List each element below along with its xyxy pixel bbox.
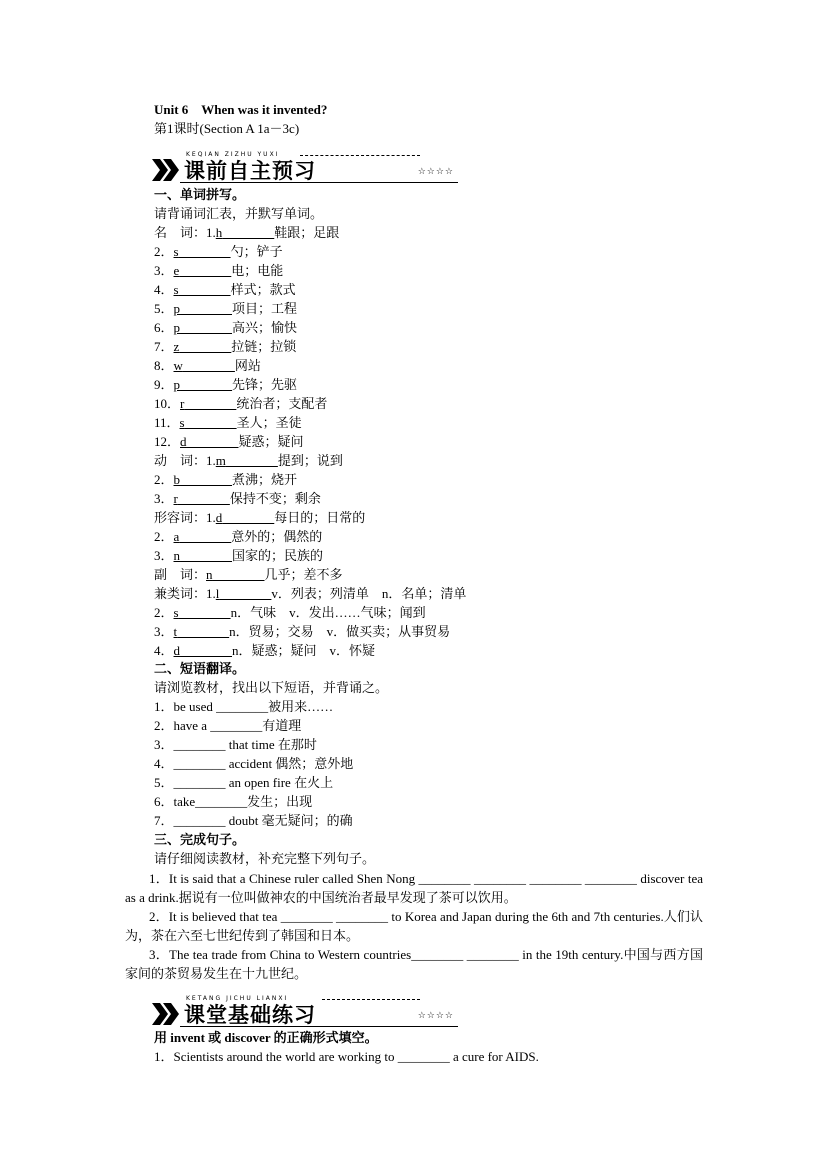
vocab-blank-space [179,282,231,297]
vocab-meaning: 几乎；差不多 [264,567,343,582]
vocab-initial-letter: d [180,434,187,449]
vocab-blank[interactable] [174,643,233,658]
vocab-item [154,548,323,564]
vocab-meaning: 项目；工程 [232,301,298,316]
vocab-number: 4． [154,282,174,297]
part2-heading: 二、短语翻译。 [154,661,246,676]
vocab-blank-space [180,377,232,392]
vocab-initial-letter: l [215,586,220,601]
phrase-item: 4．________ accident 偶然；意外地 [154,756,354,771]
section-banner-practice [152,995,458,1029]
difficulty-stars: ☆☆☆☆ [417,1011,454,1021]
vocab-blank[interactable] [174,339,232,354]
vocab-blank[interactable] [180,396,236,411]
vocab-number: 4． [154,643,174,658]
vocab-blank[interactable] [174,320,233,335]
sentence-item: 3．The tea trade from China to Western countries________ ________ in the 19th century.中国与西方国家间的茶贸易发生在十九世纪。 [125,947,703,981]
vocab-item [154,358,261,374]
vocab-blank-space [179,529,231,544]
vocab-number: 12． [154,434,181,449]
vocab-blank-space [180,472,232,487]
vocab-number: 8． [154,358,174,373]
vocab-meaning: 网站 [234,358,261,373]
vocab-item [154,624,450,640]
vocab-meaning: 先锋；先驱 [232,377,298,392]
vocab-item [154,605,426,621]
vocab-blank-space [180,320,232,335]
vocab-blank[interactable] [180,415,237,430]
banner-rule [180,182,458,183]
vocab-blank[interactable] [174,263,232,278]
vocab-meaning: 电；电能 [231,263,284,278]
vocab-blank-space [179,263,231,278]
vocab-item [154,586,466,602]
part4-heading: 用 invent 或 discover 的正确形式填空。 [154,1030,378,1045]
vocab-blank-space [184,396,236,411]
vocab-blank[interactable] [174,491,230,506]
vocab-blank[interactable] [174,624,230,639]
vocab-number: 副 词： [154,567,207,582]
vocab-blank-space [219,586,271,601]
vocab-blank-space [178,491,230,506]
vocab-initial-letter: r [180,396,185,411]
vocab-blank[interactable] [180,434,239,449]
banner-dash-line [300,155,420,156]
vocab-item [154,377,297,393]
vocab-number: 3． [154,263,174,278]
vocab-blank[interactable] [216,453,278,468]
section-banner-preview [152,151,458,185]
vocab-blank-space [179,339,231,354]
vocab-initial-letter: w [173,358,183,373]
vocab-blank-space [222,225,274,240]
vocab-blank[interactable] [206,567,265,582]
part1-instruction: 请背诵词汇表，并默写单词。 [154,206,324,221]
vocab-meaning: n．贸易；交易 v．做买卖；从事贸易 [229,624,451,639]
vocab-meaning: 高兴；愉快 [232,320,298,335]
vocab-meaning: 提到；说到 [277,453,343,468]
vocab-blank[interactable] [174,472,233,487]
vocab-blank[interactable] [174,244,231,259]
vocab-initial-letter: n [206,567,213,582]
vocab-item [154,263,283,279]
banner-title: 课堂基础练习 [184,1003,316,1027]
vocab-blank-space [179,244,231,259]
vocab-number: 形容词：1. [154,510,216,525]
vocab-blank[interactable] [216,225,275,240]
vocab-meaning: 统治者；支配者 [236,396,328,411]
banner-pinyin: KEQIAN ZIZHU YUXI [186,151,280,158]
unit-title: Unit 6 When was it invented? [154,102,328,117]
vocab-meaning: 每日的；日常的 [274,510,366,525]
vocab-initial-letter: a [173,529,180,544]
vocab-meaning: 样式；款式 [230,282,296,297]
vocab-initial-letter: p [173,320,181,335]
vocab-blank[interactable] [174,529,232,544]
double-chevron-icon [152,1003,180,1025]
vocab-number: 动 词：1. [154,453,216,468]
vocab-initial-letter: p [173,377,181,392]
vocab-item [154,320,297,336]
vocab-number: 2． [154,244,174,259]
vocab-initial-letter: s [173,605,179,620]
vocab-blank[interactable] [174,377,233,392]
vocab-meaning: n．疑惑；疑问 v．怀疑 [232,643,376,658]
vocab-number: 9． [154,377,174,392]
vocab-item [154,491,321,507]
vocab-initial-letter: h [215,225,223,240]
vocab-number: 2． [154,472,174,487]
vocab-initial-letter: r [173,491,178,506]
vocab-blank-space [177,624,229,639]
vocab-blank-space [213,567,265,582]
vocab-item [154,225,339,241]
vocab-blank-space [179,605,231,620]
vocab-meaning: 勺；铲子 [230,244,283,259]
vocab-number: 10． [154,396,181,411]
vocab-item [154,472,297,488]
vocab-initial-letter: n [173,548,181,563]
phrase-item: 5．________ an open fire 在火上 [154,775,334,790]
vocab-blank[interactable] [174,358,235,373]
vocab-blank-space [180,301,232,316]
vocab-blank-space [187,434,239,449]
vocab-initial-letter: b [173,472,181,487]
vocab-number: 3． [154,624,174,639]
vocab-item [154,643,375,659]
vocab-meaning: 国家的；民族的 [232,548,324,563]
vocab-item [154,453,343,469]
vocab-blank-space [180,643,232,658]
part1-heading: 一、单词拼写。 [154,187,246,202]
vocab-item [154,282,296,298]
vocab-number: 7． [154,339,174,354]
vocab-item [154,396,327,412]
vocab-meaning: 保持不变；剩余 [229,491,321,506]
double-chevron-icon [152,159,180,181]
vocab-meaning: n．气味 v．发出……气味；闻到 [230,605,426,620]
vocab-item [154,415,302,431]
vocab-number: 3． [154,491,174,506]
vocab-item [154,510,365,526]
vocab-meaning: 拉链；拉锁 [231,339,297,354]
vocab-number: 2． [154,605,174,620]
vocab-number: 名 词：1. [154,225,216,240]
sentence-item: 2．It is believed that tea ________ ________ to Korea and Japan during the 6th and 7th centuries.人们认为，茶在六至七世纪传到了韩国和日本。 [125,909,703,943]
part3-instruction: 请仔细阅读教材，补充完整下列句子。 [154,851,376,866]
vocab-initial-letter: d [173,643,181,658]
exercise-item: 1．Scientists around the world are working to ________ a cure for AIDS. [154,1049,539,1064]
vocab-initial-letter: s [179,415,185,430]
vocab-initial-letter: e [173,263,180,278]
vocab-blank[interactable] [174,301,233,316]
banner-dash-line [322,999,420,1000]
banner-pinyin: KETANG JICHU LIANXI [186,995,289,1002]
vocab-number: 2． [154,529,174,544]
vocab-meaning: 鞋跟；足跟 [274,225,340,240]
vocab-blank-space [226,453,278,468]
phrase-item: 3．________ that time 在那时 [154,737,317,752]
vocab-blank[interactable] [174,548,233,563]
phrase-item: 7．________ doubt 毫无疑问；的确 [154,813,353,828]
vocab-blank[interactable] [216,510,275,525]
vocab-number: 11． [154,415,180,430]
vocab-item [154,567,343,583]
vocab-blank-space [185,415,237,430]
vocab-item [154,529,322,545]
vocab-meaning: 意外的；偶然的 [231,529,323,544]
vocab-initial-letter: p [173,301,181,316]
banner-rule [180,1026,458,1027]
vocab-meaning: 疑惑；疑问 [238,434,304,449]
vocab-initial-letter: s [173,244,179,259]
vocab-number: 兼类词：1. [154,586,216,601]
vocab-item [154,244,283,260]
sentence-item: 1．It is said that a Chinese ruler called Shen Nong ________ ________ ________ ________ discover tea as a drink.据说有一位叫做神农的中国统治者最早发现了茶可以饮用。 [125,871,703,905]
part2-instruction: 请浏览教材，找出以下短语，并背诵之。 [154,680,389,695]
vocab-number: 3． [154,548,174,563]
vocab-item [154,339,296,355]
vocab-meaning: 圣人；圣徒 [236,415,302,430]
vocab-initial-letter: z [173,339,180,354]
vocab-blank-space [183,358,235,373]
lesson-subtitle: 第1课时(Section A 1a－3c) [154,121,300,136]
vocab-blank[interactable] [174,282,231,297]
difficulty-stars: ☆☆☆☆ [417,167,454,177]
vocab-item [154,434,304,450]
vocab-initial-letter: m [215,453,226,468]
vocab-meaning: v．列表；列清单 n．名单；清单 [271,586,467,601]
vocab-initial-letter: t [173,624,178,639]
vocab-number: 5． [154,301,174,316]
vocab-blank-space [222,510,274,525]
phrase-item: 1．be used ________被用来…… [154,699,334,714]
vocab-blank[interactable] [174,605,231,620]
phrase-item: 6．take________发生；出现 [154,794,313,809]
vocab-meaning: 煮沸；烧开 [232,472,298,487]
vocab-blank-space [180,548,232,563]
part3-heading: 三、完成句子。 [154,832,246,847]
vocab-number: 6． [154,320,174,335]
banner-title: 课前自主预习 [184,159,316,183]
vocab-initial-letter: d [215,510,223,525]
vocab-blank[interactable] [216,586,272,601]
vocab-initial-letter: s [173,282,179,297]
phrase-item: 2．have a ________有道理 [154,718,302,733]
vocab-item [154,301,297,317]
